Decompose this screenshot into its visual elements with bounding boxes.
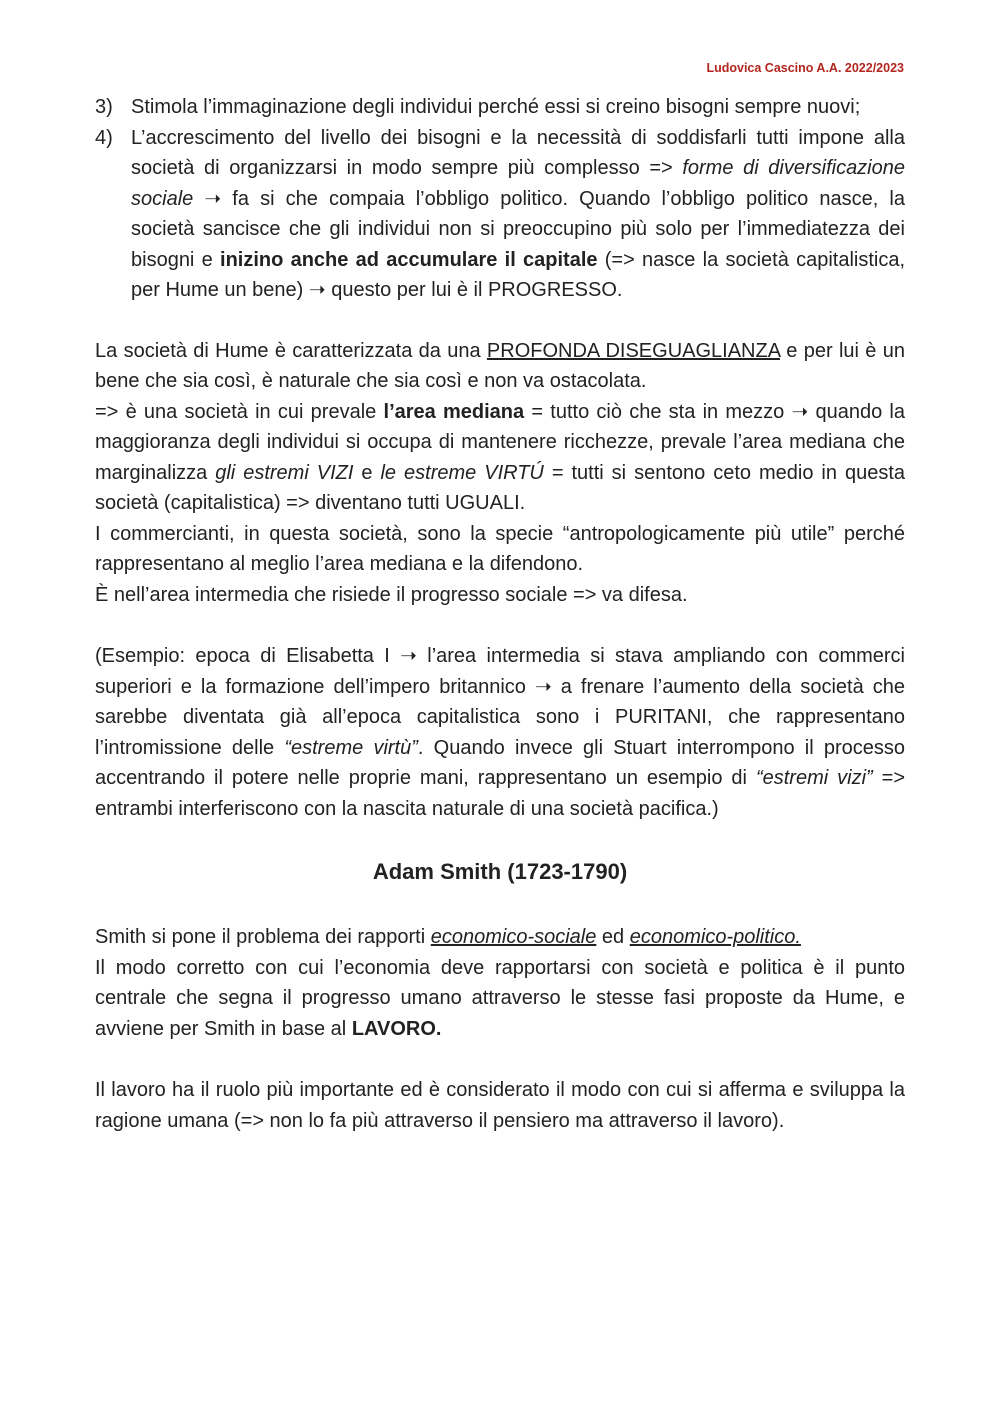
paragraph: I commercianti, in questa società, sono la specie “antropologicamente più utile” perché rappresentano al meglio l’area mediana e la difendono. <box>95 522 905 575</box>
text-run: => è una società in cui prevale <box>95 400 384 423</box>
list-item-number: 3) <box>95 96 113 118</box>
list-item-text: Stimola l’immaginazione degli individui perché essi si creino bisogni sempre nuovi; <box>131 96 861 118</box>
list-item-number: 4) <box>95 126 113 149</box>
document-body <box>95 92 905 1136</box>
text-run: e per lui è un bene che sia così, è naturale che sia così e non va ostacolata. <box>95 339 905 392</box>
bold-phrase: inizino anche ad accumulare il capitale <box>220 248 598 271</box>
text-run: (Esempio: epoca di Elisabetta I ➝ l’area intermedia si stava ampliando con commerci superiori e la formazione dell’impero britannico ➝ a frenare l’aumento della società che sarebbe diventata già all’epoca capitalistica sono i PURITANI, che rappresentano l’intromissione delle <box>95 645 905 759</box>
italic-phrase: “estremi vizi” <box>755 767 873 789</box>
list-item <box>95 123 905 306</box>
text-run: e <box>353 461 381 484</box>
paragraph <box>95 397 905 519</box>
bold-phrase: LAVORO. <box>351 1017 442 1040</box>
paragraph <box>95 641 905 824</box>
text-run: = tutto ciò che sta in mezzo ➝ quando la maggioranza degli individui si occupa di mantenere ricchezze, prevale l’area mediana che marginalizza <box>95 400 905 484</box>
underlined-phrase: economico-sociale <box>430 926 597 948</box>
paragraph <box>95 953 905 1045</box>
paragraph: È nell’area intermedia che risiede il progresso sociale => va difesa. <box>95 583 688 606</box>
italic-phrase: gli estremi VIZI <box>215 461 354 484</box>
text-run: ed <box>596 926 630 948</box>
list-item-text: ➝ fa si che compaia l’obbligo politico. Quando l’obbligo politico nasce, la società sancisce che gli individui non si preoccupino più solo per l’immediatezza dei bisogni e <box>131 187 905 271</box>
text-run: Smith si pone il problema dei rapporti <box>95 926 431 948</box>
numbered-list <box>95 92 905 306</box>
text-run: Il modo corretto con cui l’economia deve rapportarsi con società e politica è il punto centrale che segna il progresso umano attraverso le stesse fasi proposte da Hume, e avviene per Smith in base al <box>95 956 905 1040</box>
list-item <box>95 92 905 123</box>
text-run: => entrambi interferiscono con la nascita naturale di una società pacifica.) <box>95 767 905 820</box>
paragraph <box>95 922 905 953</box>
italic-phrase: forme di diversificazione sociale <box>131 157 905 210</box>
underlined-phrase: PROFONDA DISEGUAGLIANZA <box>486 339 780 362</box>
italic-phrase: “estreme virtù” <box>284 736 418 759</box>
text-run: = tutti si sentono ceto medio in questa società (capitalistica) => diventano tutti UGUALI. <box>95 461 906 514</box>
italic-phrase: le estreme VIRTÚ <box>380 461 544 484</box>
section-title: Adam Smith (1723-1790) <box>372 859 628 884</box>
list-item-text: L’accrescimento del livello dei bisogni e la necessità di soddisfarli tutti impone alla società di organizzarsi in modo sempre più complesso => <box>131 126 905 179</box>
list-item-text: (=> nasce la società capitalistica, per Hume un bene) ➝ questo per lui è il PROGRESSO. <box>131 248 906 301</box>
text-run: La società di Hume è caratterizzata da una <box>95 339 487 362</box>
bold-phrase: l’area mediana <box>383 400 525 423</box>
paragraph <box>95 336 905 397</box>
text-run: . Quando invece gli Stuart interrompono il processo accentrando il potere nelle proprie mani, rappresentano un esempio di <box>95 736 906 789</box>
page-header-author: Ludovica Cascino A.A. 2022/2023 <box>706 61 904 75</box>
paragraph: Il lavoro ha il ruolo più importante ed è considerato il modo con cui si afferma e sviluppa la ragione umana (=> non lo fa più attraverso il pensiero ma attraverso il lavoro). <box>95 1079 905 1132</box>
underlined-phrase: economico-politico. <box>629 926 801 948</box>
